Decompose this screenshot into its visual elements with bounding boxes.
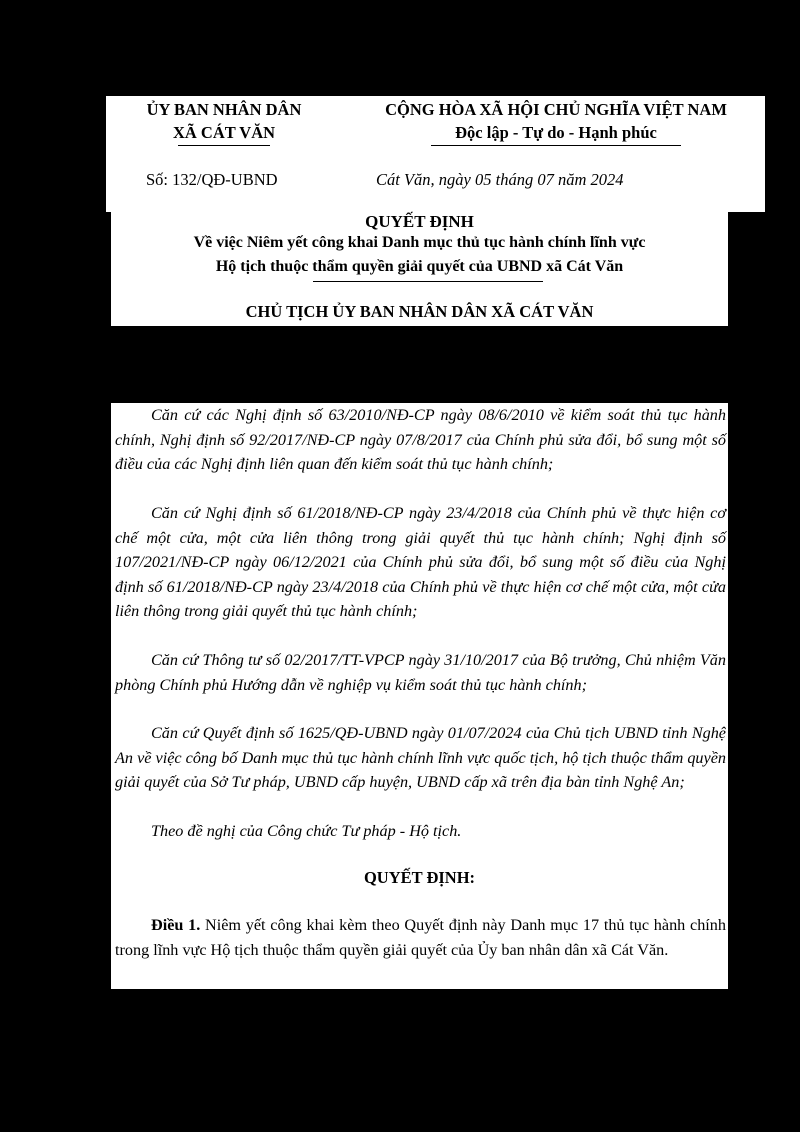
org-underline [178,145,270,146]
decision-heading: QUYẾT ĐỊNH: [363,868,476,887]
article-1 [115,913,726,962]
legal-basis-paragraph: Căn cứ Thông tư số 02/2017/TT-VPCP ngày 31/10/2017 của Bộ trưởng, Chủ nhiệm Văn phòng Chính phủ Hướng dẫn về nghiệp vụ kiểm soát thủ tục hành chính; [115,651,726,694]
motto-underline [431,145,681,146]
document-header [106,96,765,212]
national-title: CỘNG HÒA XÃ HỘI CHỦ NGHĨA VIỆT NAM [385,100,727,119]
issuing-org-line1: ỦY BAN NHÂN DÂN [146,100,302,119]
legal-basis-paragraph: Căn cứ Quyết định số 1625/QĐ-UBND ngày 01/07/2024 của Chủ tịch UBND tỉnh Nghệ An về việc công bố Danh mục thủ tục hành chính lĩnh vực quốc tịch, hộ tịch thuộc thẩm quyền giải quyết của Sở Tư pháp, UBND cấp huyện, UBND cấp xã trên địa bàn tỉnh Nghệ An; [115,724,726,791]
document-title: QUYẾT ĐỊNH [365,212,474,231]
national-motto: Độc lập - Tự do - Hạnh phúc [455,123,657,142]
issuer-title: CHỦ TỊCH ỦY BAN NHÂN DÂN XÃ CÁT VĂN [245,302,594,321]
document-number: Số: 132/QĐ-UBND [146,170,278,189]
legal-basis-paragraph: Căn cứ Nghị định số 61/2018/NĐ-CP ngày 23/4/2018 của Chính phủ về thực hiện cơ chế một cửa, một cửa liên thông trong giải quyết thủ tục hành chính; Nghị định số 107/2021/NĐ-CP ngày 06/12/2021 của Chính phủ sửa đổi, bổ sung một số điều của Nghị định số 61/2018/NĐ-CP ngày 23/4/2018 của Chính phủ về thực hiện cơ chế một cửa, một cửa liên thông trong giải quyết thủ tục hành chính; [115,504,726,620]
proposal-paragraph: Theo đề nghị của Công chức Tư pháp - Hộ tịch. [151,822,462,840]
issuing-org-line2: XÃ CÁT VĂN [172,123,276,142]
document-title-block [111,212,728,326]
document-body [111,403,728,989]
article-1-text: Niêm yết công khai kèm theo Quyết định này Danh mục 17 thủ tục hành chính trong lĩnh vực Hộ tịch thuộc thẩm quyền giải quyết của Ủy ban nhân dân xã Cát Văn. [115,916,726,959]
legal-basis-paragraph: Căn cứ các Nghị định số 63/2010/NĐ-CP ngày 08/6/2010 về kiểm soát thủ tục hành chính, Nghị định số 92/2017/NĐ-CP ngày 07/8/2017 của Chính phủ sửa đổi, bổ sung một số điều của các Nghị định liên quan đến kiểm soát thủ tục hành chính; [115,406,726,473]
article-1-label: Điều 1. [151,916,201,934]
subject-line-2: Hộ tịch thuộc thẩm quyền giải quyết của UBND xã Cát Văn [215,258,624,275]
place-date: Cát Văn, ngày 05 tháng 07 năm 2024 [376,170,624,189]
subject-line-1: Về việc Niêm yết công khai Danh mục thủ tục hành chính lĩnh vực [193,234,646,251]
subject-underline [313,281,543,282]
